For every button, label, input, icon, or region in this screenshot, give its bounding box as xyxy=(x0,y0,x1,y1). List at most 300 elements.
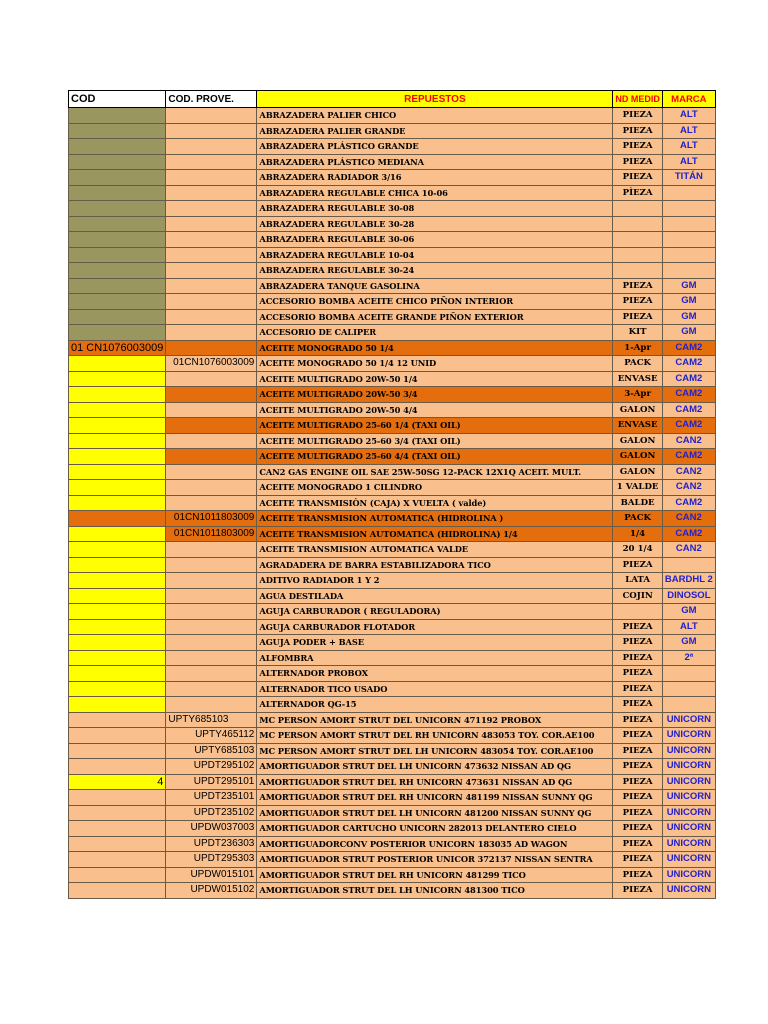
cell-marca[interactable]: GM xyxy=(662,309,715,325)
cell-unidad[interactable]: PIEZA xyxy=(613,867,663,883)
cell-unidad[interactable]: COJIN xyxy=(613,588,663,604)
cell-marca[interactable]: ALT xyxy=(662,154,715,170)
cell-cod-prove[interactable] xyxy=(166,387,257,403)
cell-cod-prove[interactable] xyxy=(166,557,257,573)
cell-cod-prove[interactable]: UPTY685103 xyxy=(166,712,257,728)
header-unidad-medida[interactable]: ND MEDID xyxy=(613,91,663,108)
cell-cod-prove[interactable] xyxy=(166,433,257,449)
cell-cod[interactable] xyxy=(69,201,166,217)
cell-marca[interactable]: ALT xyxy=(662,108,715,124)
cell-repuesto[interactable]: MC PERSON AMORT STRUT DEL UNICORN 471192 PROBOX xyxy=(257,712,613,728)
cell-cod-prove[interactable] xyxy=(166,201,257,217)
cell-repuesto[interactable]: ACCESORIO DE CALIPER xyxy=(257,325,613,341)
cell-unidad[interactable]: PIEZA xyxy=(613,650,663,666)
table-row xyxy=(69,511,716,527)
cell-marca[interactable]: UNICORN xyxy=(662,790,715,806)
cell-repuesto[interactable]: ACEITE TRANSMISION AUTOMATICA (HIDROLINA ) xyxy=(257,511,613,527)
cell-marca[interactable]: ALT xyxy=(662,123,715,139)
table-row xyxy=(69,774,716,790)
header-repuestos[interactable]: REPUESTOS xyxy=(257,91,613,108)
cell-cod[interactable] xyxy=(69,356,166,372)
cell-cod-prove[interactable] xyxy=(166,635,257,651)
table-row xyxy=(69,216,716,232)
cell-marca[interactable]: GM xyxy=(662,278,715,294)
cell-cod-prove[interactable] xyxy=(166,449,257,465)
cell-unidad[interactable] xyxy=(613,247,663,263)
cell-cod[interactable] xyxy=(69,759,166,775)
header-cod-prove[interactable]: COD. PROVE. xyxy=(166,91,257,108)
cell-repuesto[interactable]: ACEITE MULTIGRADO 25-60 4/4 (TAXI OIL) xyxy=(257,449,613,465)
cell-marca[interactable] xyxy=(662,681,715,697)
table-row xyxy=(69,433,716,449)
cell-repuesto[interactable]: ACEITE MONOGRADO 1 CILINDRO xyxy=(257,480,613,496)
table-row xyxy=(69,557,716,573)
cell-marca[interactable] xyxy=(662,232,715,248)
cell-cod-prove[interactable]: UPDT236303 xyxy=(166,836,257,852)
cell-unidad[interactable]: PACK xyxy=(613,511,663,527)
cell-cod[interactable] xyxy=(69,154,166,170)
cell-cod[interactable] xyxy=(69,542,166,558)
cell-unidad[interactable] xyxy=(613,201,663,217)
cell-repuesto[interactable]: AMORTIGUADOR STRUT DEL RH UNICORN 481199 NISSAN SUNNY QG xyxy=(257,790,613,806)
table-row xyxy=(69,712,716,728)
cell-unidad[interactable] xyxy=(613,604,663,620)
cell-cod-prove[interactable] xyxy=(166,139,257,155)
cell-unidad[interactable]: PIEZA xyxy=(613,294,663,310)
table-row xyxy=(69,464,716,480)
cell-unidad[interactable]: PÌEZA xyxy=(613,185,663,201)
cell-cod-prove[interactable] xyxy=(166,666,257,682)
cell-marca[interactable]: UNICORN xyxy=(662,821,715,837)
cell-cod[interactable] xyxy=(69,495,166,511)
cell-unidad[interactable]: PIEZA xyxy=(613,139,663,155)
cell-cod[interactable] xyxy=(69,697,166,713)
table-row xyxy=(69,170,716,186)
cell-cod[interactable] xyxy=(69,433,166,449)
cell-unidad[interactable]: GALON xyxy=(613,402,663,418)
cell-cod[interactable] xyxy=(69,867,166,883)
cell-repuesto[interactable]: ALFOMBRA xyxy=(257,650,613,666)
cell-cod[interactable] xyxy=(69,573,166,589)
cell-repuesto[interactable]: ABRAZADERA REGULABLE 30-28 xyxy=(257,216,613,232)
cell-unidad[interactable]: PIEZA xyxy=(613,666,663,682)
cell-unidad[interactable]: PIEZA xyxy=(613,697,663,713)
cell-unidad[interactable]: PACK xyxy=(613,356,663,372)
cell-marca[interactable]: UNICORN xyxy=(662,759,715,775)
cell-cod[interactable] xyxy=(69,418,166,434)
table-row xyxy=(69,154,716,170)
cell-cod-prove[interactable]: UPDT295101 xyxy=(166,774,257,790)
cell-marca[interactable]: CAN2 xyxy=(662,511,715,527)
cell-marca[interactable]: CAM2 xyxy=(662,402,715,418)
table-row xyxy=(69,759,716,775)
cell-marca[interactable]: TITÁN xyxy=(662,170,715,186)
cell-unidad[interactable]: PIEZA xyxy=(613,309,663,325)
cell-repuesto[interactable]: ABRAZADERA PLÁSTICO GRANDE xyxy=(257,139,613,155)
cell-unidad[interactable]: KIT xyxy=(613,325,663,341)
cell-cod[interactable] xyxy=(69,108,166,124)
cell-cod[interactable] xyxy=(69,805,166,821)
cell-cod-prove[interactable] xyxy=(166,650,257,666)
table-row xyxy=(69,852,716,868)
cell-cod[interactable] xyxy=(69,325,166,341)
cell-repuesto[interactable]: ACEITE MULTIGRADO 25-60 3/4 (TAXI OIL) xyxy=(257,433,613,449)
cell-repuesto[interactable]: AGRADADERA DE BARRA ESTABILIZADORA TICO xyxy=(257,557,613,573)
cell-repuesto[interactable]: AMORTIGUADOR CARTUCHO UNICORN 282013 DELANTERO CIELO xyxy=(257,821,613,837)
cell-cod-prove[interactable] xyxy=(166,588,257,604)
table-body xyxy=(69,108,716,899)
cell-repuesto[interactable]: ACCESORIO BOMBA ACEITE CHICO PIÑON INTERIOR xyxy=(257,294,613,310)
cell-repuesto[interactable]: ABRAZADERA PALIER CHICO xyxy=(257,108,613,124)
cell-cod[interactable] xyxy=(69,464,166,480)
cell-cod-prove[interactable] xyxy=(166,185,257,201)
table-row xyxy=(69,821,716,837)
cell-unidad[interactable]: PIEZA xyxy=(613,154,663,170)
cell-marca[interactable] xyxy=(662,216,715,232)
cell-cod-prove[interactable] xyxy=(166,309,257,325)
cell-unidad[interactable]: BALDE xyxy=(613,495,663,511)
cell-repuesto[interactable]: AGUJA CARBURADOR ( REGULADORA) xyxy=(257,604,613,620)
cell-repuesto[interactable]: ABRAZADERA PALIER GRANDE xyxy=(257,123,613,139)
table-row xyxy=(69,573,716,589)
table-row xyxy=(69,449,716,465)
cell-marca[interactable]: GM xyxy=(662,635,715,651)
cell-cod-prove[interactable]: 01CN1011803009 xyxy=(166,526,257,542)
cell-cod-prove[interactable] xyxy=(166,480,257,496)
cell-marca[interactable] xyxy=(662,247,715,263)
cell-repuesto[interactable]: ABRAZADERA PLÁSTICO MEDIANA xyxy=(257,154,613,170)
cell-marca[interactable] xyxy=(662,185,715,201)
cell-repuesto[interactable]: MC PERSON AMORT STRUT DEL RH UNICORN 483053 TOY. COR.AE100 xyxy=(257,728,613,744)
cell-cod-prove[interactable] xyxy=(166,123,257,139)
cell-cod[interactable] xyxy=(69,309,166,325)
cell-cod-prove[interactable] xyxy=(166,542,257,558)
cell-cod[interactable] xyxy=(69,449,166,465)
cell-marca[interactable]: UNICORN xyxy=(662,883,715,899)
table-row xyxy=(69,790,716,806)
cell-cod-prove[interactable] xyxy=(166,573,257,589)
cell-cod-prove[interactable] xyxy=(166,402,257,418)
cell-cod-prove[interactable]: UPDW037003 xyxy=(166,821,257,837)
cell-cod-prove[interactable] xyxy=(166,170,257,186)
cell-cod[interactable] xyxy=(69,216,166,232)
cell-repuesto[interactable]: AMORTIGUADOR STRUT POSTERIOR UNICOR 372137 NISSAN SENTRA xyxy=(257,852,613,868)
cell-cod[interactable] xyxy=(69,139,166,155)
header-marca[interactable]: MARCA xyxy=(662,91,715,108)
cell-marca[interactable]: 2ª xyxy=(662,650,715,666)
cell-cod[interactable]: 01 CN1076003009 xyxy=(69,340,166,356)
cell-repuesto[interactable]: AMORTIGUADOR STRUT DEL RH UNICORN 473631 NISSAN AD QG xyxy=(257,774,613,790)
cell-unidad[interactable]: PIEZA xyxy=(613,883,663,899)
cell-unidad[interactable]: GALON xyxy=(613,433,663,449)
cell-unidad[interactable]: PIEZA xyxy=(613,108,663,124)
cell-repuesto[interactable]: AMORTIGUADOR STRUT DEL RH UNICORN 481299 TICO xyxy=(257,867,613,883)
cell-repuesto[interactable]: ACEITE MONOGRADO 50 1/4 xyxy=(257,340,613,356)
cell-cod[interactable] xyxy=(69,852,166,868)
cell-marca[interactable]: UNICORN xyxy=(662,836,715,852)
cell-cod-prove[interactable] xyxy=(166,325,257,341)
cell-cod[interactable] xyxy=(69,371,166,387)
cell-repuesto[interactable]: ACEITE MULTIGRADO 20W-50 1/4 xyxy=(257,371,613,387)
cell-cod[interactable] xyxy=(69,387,166,403)
cell-marca[interactable]: CAN2 xyxy=(662,464,715,480)
cell-unidad[interactable]: PIEZA xyxy=(613,728,663,744)
table-row xyxy=(69,619,716,635)
cell-cod[interactable] xyxy=(69,123,166,139)
cell-unidad[interactable] xyxy=(613,232,663,248)
cell-marca[interactable]: CAM2 xyxy=(662,495,715,511)
cell-cod[interactable] xyxy=(69,278,166,294)
table-row xyxy=(69,263,716,279)
cell-marca[interactable]: ALT xyxy=(662,619,715,635)
cell-repuesto[interactable]: MC PERSON AMORT STRUT DEL LH UNICORN 483054 TOY. COR.AE100 xyxy=(257,743,613,759)
cell-marca[interactable]: CAM2 xyxy=(662,371,715,387)
cell-cod-prove[interactable] xyxy=(166,681,257,697)
cell-unidad[interactable]: PIEZA xyxy=(613,805,663,821)
cell-marca[interactable]: UNICORN xyxy=(662,743,715,759)
table-row xyxy=(69,356,716,372)
cell-unidad[interactable]: PIEZA xyxy=(613,681,663,697)
cell-cod-prove[interactable]: UPDW015101 xyxy=(166,867,257,883)
cell-unidad[interactable]: PIEZA xyxy=(613,774,663,790)
cell-cod[interactable] xyxy=(69,836,166,852)
cell-marca[interactable]: UNICORN xyxy=(662,728,715,744)
header-cod[interactable]: COD xyxy=(69,91,166,108)
cell-repuesto[interactable]: ACEITE TRANSMISION AUTOMATICA VALDE xyxy=(257,542,613,558)
table-row xyxy=(69,232,716,248)
cell-unidad[interactable]: PIEZA xyxy=(613,557,663,573)
cell-marca[interactable] xyxy=(662,557,715,573)
cell-marca[interactable]: GM xyxy=(662,604,715,620)
table-row xyxy=(69,588,716,604)
table-row xyxy=(69,340,716,356)
cell-marca[interactable]: UNICORN xyxy=(662,867,715,883)
cell-repuesto[interactable]: ACEITE MULTIGRADO 20W-50 3/4 xyxy=(257,387,613,403)
cell-cod[interactable] xyxy=(69,635,166,651)
table-row xyxy=(69,697,716,713)
cell-repuesto[interactable]: ABRAZADERA REGULABLE 30-08 xyxy=(257,201,613,217)
cell-cod[interactable] xyxy=(69,619,166,635)
cell-marca[interactable]: CAN2 xyxy=(662,433,715,449)
cell-cod-prove[interactable] xyxy=(166,619,257,635)
cell-repuesto[interactable]: ACEITE MULTIGRADO 25-60 1/4 (TAXI OIL) xyxy=(257,418,613,434)
cell-marca[interactable]: CAN2 xyxy=(662,480,715,496)
table-row xyxy=(69,635,716,651)
cell-repuesto[interactable]: ALTERNADOR PROBOX xyxy=(257,666,613,682)
cell-cod-prove[interactable]: UPDW015102 xyxy=(166,883,257,899)
cell-unidad[interactable]: PIEZA xyxy=(613,170,663,186)
cell-unidad[interactable]: GALON xyxy=(613,449,663,465)
cell-repuesto[interactable]: AGUJA CARBURADOR FLOTADOR xyxy=(257,619,613,635)
cell-cod[interactable] xyxy=(69,247,166,263)
cell-cod-prove[interactable] xyxy=(166,418,257,434)
cell-cod-prove[interactable]: UPDT235101 xyxy=(166,790,257,806)
cell-cod[interactable] xyxy=(69,883,166,899)
cell-repuesto[interactable]: ABRAZADERA RADIADOR 3/16 xyxy=(257,170,613,186)
cell-cod-prove[interactable] xyxy=(166,108,257,124)
table-row xyxy=(69,604,716,620)
cell-cod[interactable] xyxy=(69,790,166,806)
cell-repuesto[interactable]: ABRAZADERA REGULABLE 10-04 xyxy=(257,247,613,263)
cell-repuesto[interactable]: AGUA DESTILADA xyxy=(257,588,613,604)
cell-repuesto[interactable]: ACEITE MULTIGRADO 20W-50 4/4 xyxy=(257,402,613,418)
cell-unidad[interactable]: ENVASE xyxy=(613,371,663,387)
cell-repuesto[interactable]: AMORTIGUADORCONV POSTERIOR UNICORN 183035 AD WAGON xyxy=(257,836,613,852)
cell-repuesto[interactable]: ACEITE TRANSMISIÒN (CAJA) X VUELTA ( valde) xyxy=(257,495,613,511)
cell-cod-prove[interactable] xyxy=(166,232,257,248)
cell-cod[interactable] xyxy=(69,821,166,837)
cell-cod-prove[interactable]: UPDT295102 xyxy=(166,759,257,775)
cell-cod[interactable]: 4 xyxy=(69,774,166,790)
cell-cod[interactable] xyxy=(69,743,166,759)
cell-cod[interactable] xyxy=(69,604,166,620)
table-row xyxy=(69,650,716,666)
cell-marca[interactable] xyxy=(662,263,715,279)
cell-marca[interactable]: CAM2 xyxy=(662,418,715,434)
cell-marca[interactable] xyxy=(662,697,715,713)
cell-unidad[interactable]: 20 1/4 xyxy=(613,542,663,558)
cell-cod[interactable] xyxy=(69,511,166,527)
table-row xyxy=(69,418,716,434)
cell-cod-prove[interactable] xyxy=(166,154,257,170)
cell-marca[interactable]: CAM2 xyxy=(662,526,715,542)
cell-unidad[interactable] xyxy=(613,263,663,279)
cell-repuesto[interactable]: ABRAZADERA TANQUE GASOLINA xyxy=(257,278,613,294)
cell-marca[interactable]: DINOSOL xyxy=(662,588,715,604)
table-row xyxy=(69,681,716,697)
cell-marca[interactable]: UNICORN xyxy=(662,774,715,790)
cell-marca[interactable]: CAM2 xyxy=(662,449,715,465)
cell-unidad[interactable]: 1 VALDE xyxy=(613,480,663,496)
cell-cod[interactable] xyxy=(69,728,166,744)
table-row xyxy=(69,480,716,496)
cell-repuesto[interactable]: ALTERNADOR TICO USADO xyxy=(257,681,613,697)
cell-cod[interactable] xyxy=(69,588,166,604)
cell-cod-prove[interactable] xyxy=(166,263,257,279)
table-row xyxy=(69,371,716,387)
cell-cod[interactable] xyxy=(69,232,166,248)
cell-marca[interactable]: CAM2 xyxy=(662,387,715,403)
cell-unidad[interactable]: PIEZA xyxy=(613,619,663,635)
cell-cod-prove[interactable] xyxy=(166,371,257,387)
cell-unidad[interactable]: GALON xyxy=(613,464,663,480)
cell-unidad[interactable]: PIEZA xyxy=(613,852,663,868)
cell-repuesto[interactable]: ABRAZADERA REGULABLE CHICA 10-06 xyxy=(257,185,613,201)
cell-unidad[interactable]: PIEZA xyxy=(613,821,663,837)
table-row xyxy=(69,294,716,310)
cell-cod-prove[interactable]: UPTY465112 xyxy=(166,728,257,744)
cell-unidad[interactable]: PIEZA xyxy=(613,123,663,139)
cell-marca[interactable] xyxy=(662,201,715,217)
cell-repuesto[interactable]: ACCESORIO BOMBA ACEITE GRANDE PIÑON EXTERIOR xyxy=(257,309,613,325)
cell-cod-prove[interactable] xyxy=(166,495,257,511)
cell-cod[interactable] xyxy=(69,402,166,418)
cell-unidad[interactable]: PIEZA xyxy=(613,759,663,775)
cell-unidad[interactable] xyxy=(613,216,663,232)
cell-unidad[interactable]: 1-Apr xyxy=(613,340,663,356)
cell-cod[interactable] xyxy=(69,712,166,728)
cell-unidad[interactable]: PIEZA xyxy=(613,790,663,806)
cell-marca[interactable]: CAM2 xyxy=(662,340,715,356)
cell-repuesto[interactable]: AGUJA PODER + BASE xyxy=(257,635,613,651)
cell-cod[interactable] xyxy=(69,526,166,542)
table-row xyxy=(69,123,716,139)
cell-unidad[interactable]: 3-Apr xyxy=(613,387,663,403)
cell-cod[interactable] xyxy=(69,170,166,186)
cell-unidad[interactable]: PIEZA xyxy=(613,836,663,852)
cell-cod-prove[interactable] xyxy=(166,697,257,713)
cell-cod[interactable] xyxy=(69,666,166,682)
cell-marca[interactable]: ALT xyxy=(662,139,715,155)
cell-cod-prove[interactable] xyxy=(166,247,257,263)
cell-cod-prove[interactable] xyxy=(166,294,257,310)
cell-unidad[interactable]: ENVASE xyxy=(613,418,663,434)
cell-unidad[interactable]: PIEZA xyxy=(613,712,663,728)
cell-repuesto[interactable]: ACEITE TRANSMISION AUTOMATICA (HIDROLINA) 1/4 xyxy=(257,526,613,542)
cell-repuesto[interactable]: ABRAZADERA REGULABLE 30-06 xyxy=(257,232,613,248)
table-row xyxy=(69,185,716,201)
table-row xyxy=(69,526,716,542)
cell-cod-prove[interactable] xyxy=(166,278,257,294)
cell-marca[interactable]: CAM2 xyxy=(662,356,715,372)
cell-repuesto[interactable]: AMORTIGUADOR STRUT DEL LH UNICORN 481300 TICO xyxy=(257,883,613,899)
cell-marca[interactable] xyxy=(662,666,715,682)
cell-cod-prove[interactable]: 01CN1011803009 xyxy=(166,511,257,527)
cell-cod[interactable] xyxy=(69,681,166,697)
cell-repuesto[interactable]: ALTERNADOR QG-15 xyxy=(257,697,613,713)
table-row xyxy=(69,542,716,558)
cell-unidad[interactable]: PIEZA xyxy=(613,278,663,294)
cell-unidad[interactable]: PIEZA xyxy=(613,743,663,759)
table-row xyxy=(69,402,716,418)
cell-cod[interactable] xyxy=(69,480,166,496)
cell-cod[interactable] xyxy=(69,185,166,201)
table-row xyxy=(69,728,716,744)
cell-unidad[interactable]: 1/4 xyxy=(613,526,663,542)
table-row xyxy=(69,108,716,124)
cell-repuesto[interactable]: ACEITE MONOGRADO 50 1/4 12 UNID xyxy=(257,356,613,372)
cell-cod[interactable] xyxy=(69,263,166,279)
cell-marca[interactable]: UNICORN xyxy=(662,852,715,868)
cell-repuesto[interactable]: AMORTIGUADOR STRUT DEL LH UNICORN 481200 NISSAN SUNNY QG xyxy=(257,805,613,821)
cell-marca[interactable]: CAN2 xyxy=(662,542,715,558)
cell-marca[interactable]: BARDHL 2 xyxy=(662,573,715,589)
cell-cod[interactable] xyxy=(69,650,166,666)
table-row xyxy=(69,139,716,155)
cell-cod-prove[interactable] xyxy=(166,340,257,356)
cell-cod-prove[interactable]: UPDT235102 xyxy=(166,805,257,821)
cell-cod-prove[interactable] xyxy=(166,604,257,620)
cell-marca[interactable]: UNICORN xyxy=(662,712,715,728)
cell-repuesto[interactable]: AMORTIGUADOR STRUT DEL LH UNICORN 473632 NISSAN AD QG xyxy=(257,759,613,775)
cell-marca[interactable]: GM xyxy=(662,294,715,310)
cell-cod[interactable] xyxy=(69,294,166,310)
cell-cod-prove[interactable]: UPDT295303 xyxy=(166,852,257,868)
cell-cod-prove[interactable] xyxy=(166,464,257,480)
cell-unidad[interactable]: PIEZA xyxy=(613,635,663,651)
cell-cod-prove[interactable]: 01CN1076003009 xyxy=(166,356,257,372)
cell-cod[interactable] xyxy=(69,557,166,573)
cell-marca[interactable]: UNICORN xyxy=(662,805,715,821)
cell-cod-prove[interactable] xyxy=(166,216,257,232)
cell-repuesto[interactable]: ADITIVO RADIADOR 1 Y 2 xyxy=(257,573,613,589)
cell-repuesto[interactable]: CAN2 GAS ENGINE OIL SAE 25W-50SG 12-PACK 12X1Q ACEIT. MULT. xyxy=(257,464,613,480)
spreadsheet xyxy=(68,90,716,899)
cell-cod-prove[interactable]: UPTY685103 xyxy=(166,743,257,759)
cell-unidad[interactable]: LATA xyxy=(613,573,663,589)
cell-marca[interactable]: GM xyxy=(662,325,715,341)
cell-repuesto[interactable]: ABRAZADERA REGULABLE 30-24 xyxy=(257,263,613,279)
